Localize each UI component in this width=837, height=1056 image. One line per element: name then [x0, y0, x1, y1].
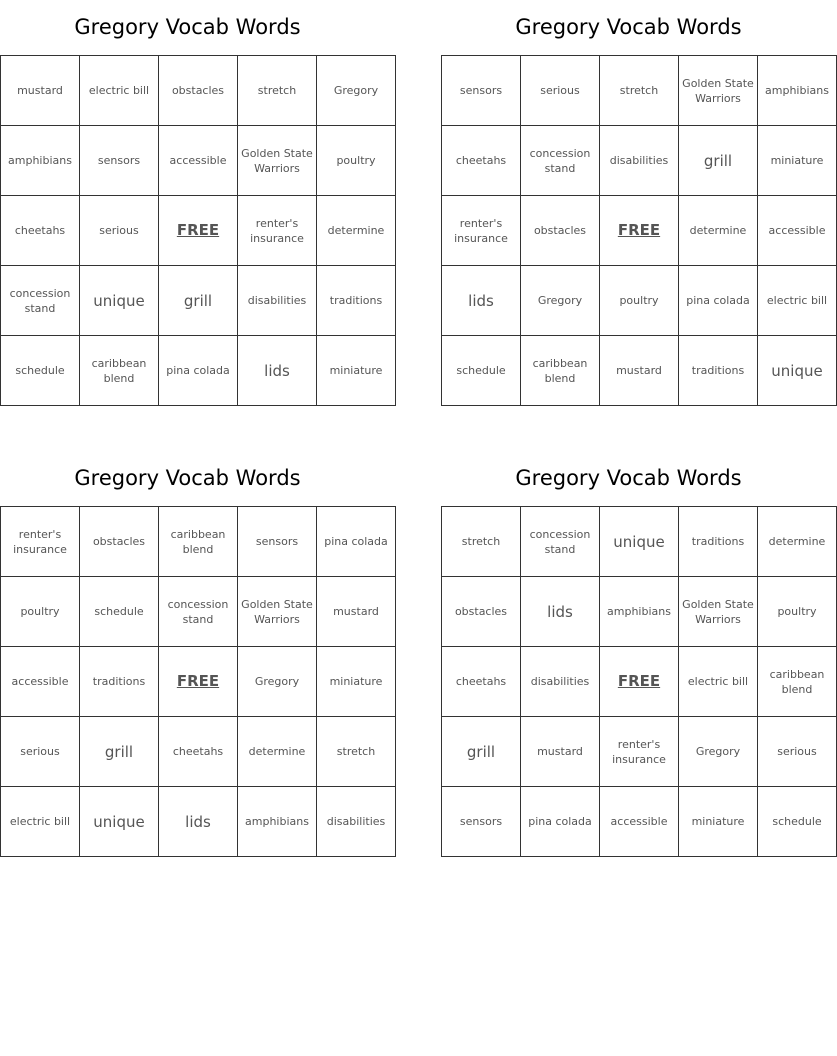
grid-cell: serious: [1, 717, 80, 787]
grid-row: [442, 196, 837, 266]
grid-cell: unique: [80, 787, 159, 857]
grid-cell: miniature: [758, 126, 837, 196]
grid-cell: Golden State Warriors: [679, 577, 758, 647]
grid-cell: concession stand: [1, 266, 80, 336]
grid-cell: electric bill: [1, 787, 80, 857]
grid-cell: Golden State Warriors: [679, 56, 758, 126]
grid-cell: amphibians: [600, 577, 679, 647]
grid-cell: stretch: [317, 717, 396, 787]
grid-row: [1, 717, 396, 787]
grid-cell: renter's insurance: [600, 717, 679, 787]
grid-cell: sensors: [80, 126, 159, 196]
grid-cell: determine: [238, 717, 317, 787]
grid-cell: schedule: [1, 336, 80, 406]
grid-row: [1, 787, 396, 857]
grid-cell: caribbean blend: [758, 647, 837, 717]
grid-cell: caribbean blend: [159, 507, 238, 577]
grid-cell: determine: [317, 196, 396, 266]
grid-cell: caribbean blend: [80, 336, 159, 406]
grid-cell: pina colada: [317, 507, 396, 577]
grid-cell: pina colada: [679, 266, 758, 336]
grid-cell: Golden State Warriors: [238, 126, 317, 196]
grid-cell: disabilities: [238, 266, 317, 336]
grid-cell: traditions: [317, 266, 396, 336]
grid-cell: accessible: [758, 196, 837, 266]
grid-cell: disabilities: [600, 126, 679, 196]
grid-row: [1, 56, 396, 126]
grid-cell: electric bill: [758, 266, 837, 336]
free-space-cell: FREE: [600, 196, 679, 266]
grid-row: [442, 126, 837, 196]
grid-cell: Gregory: [238, 647, 317, 717]
grid-cell: grill: [159, 266, 238, 336]
grid-cell: serious: [521, 56, 600, 126]
grid-row: [442, 787, 837, 857]
grid-cell: electric bill: [679, 647, 758, 717]
grid-row: [442, 507, 837, 577]
grid-cell: accessible: [1, 647, 80, 717]
grid-cell: poultry: [1, 577, 80, 647]
grid-cell: lids: [521, 577, 600, 647]
bingo-card-4: [441, 451, 826, 857]
grid-cell: miniature: [317, 336, 396, 406]
grid-cell: determine: [758, 507, 837, 577]
grid-cell: grill: [679, 126, 758, 196]
grid-row: [1, 336, 396, 406]
grid-row: [1, 507, 396, 577]
grid-row: [442, 56, 837, 126]
bingo-grid: [441, 506, 837, 857]
card-title: Gregory Vocab Words: [74, 15, 301, 39]
grid-cell: Golden State Warriors: [238, 577, 317, 647]
grid-cell: traditions: [679, 507, 758, 577]
grid-cell: mustard: [521, 717, 600, 787]
grid-cell: disabilities: [317, 787, 396, 857]
card-title: Gregory Vocab Words: [74, 466, 301, 490]
grid-cell: miniature: [679, 787, 758, 857]
grid-cell: stretch: [600, 56, 679, 126]
grid-cell: obstacles: [80, 507, 159, 577]
bingo-card-3: [0, 451, 388, 857]
grid-cell: sensors: [238, 507, 317, 577]
grid-cell: mustard: [1, 56, 80, 126]
grid-cell: mustard: [600, 336, 679, 406]
grid-cell: schedule: [442, 336, 521, 406]
bingo-grid: [441, 55, 837, 406]
grid-cell: cheetahs: [442, 126, 521, 196]
grid-cell: pina colada: [159, 336, 238, 406]
grid-row: [442, 717, 837, 787]
card-title: Gregory Vocab Words: [515, 466, 742, 490]
grid-cell: traditions: [679, 336, 758, 406]
grid-cell: grill: [442, 717, 521, 787]
grid-cell: renter's insurance: [1, 507, 80, 577]
grid-cell: poultry: [758, 577, 837, 647]
grid-cell: stretch: [238, 56, 317, 126]
free-space-cell: FREE: [159, 196, 238, 266]
grid-cell: obstacles: [442, 577, 521, 647]
grid-row: [1, 196, 396, 266]
grid-cell: lids: [159, 787, 238, 857]
grid-cell: determine: [679, 196, 758, 266]
free-space-cell: FREE: [600, 647, 679, 717]
grid-cell: caribbean blend: [521, 336, 600, 406]
grid-row: [1, 126, 396, 196]
grid-cell: obstacles: [159, 56, 238, 126]
free-space-cell: FREE: [159, 647, 238, 717]
grid-cell: unique: [80, 266, 159, 336]
grid-cell: accessible: [600, 787, 679, 857]
grid-cell: cheetahs: [1, 196, 80, 266]
grid-cell: stretch: [442, 507, 521, 577]
grid-cell: serious: [80, 196, 159, 266]
grid-row: [1, 266, 396, 336]
grid-cell: Gregory: [679, 717, 758, 787]
grid-cell: schedule: [80, 577, 159, 647]
grid-cell: lids: [442, 266, 521, 336]
grid-cell: concession stand: [521, 507, 600, 577]
grid-cell: unique: [600, 507, 679, 577]
grid-cell: grill: [80, 717, 159, 787]
grid-cell: poultry: [317, 126, 396, 196]
grid-cell: amphibians: [758, 56, 837, 126]
card-title: Gregory Vocab Words: [515, 15, 742, 39]
grid-cell: serious: [758, 717, 837, 787]
grid-row: [442, 647, 837, 717]
grid-cell: mustard: [317, 577, 396, 647]
grid-cell: schedule: [758, 787, 837, 857]
grid-cell: traditions: [80, 647, 159, 717]
grid-row: [442, 266, 837, 336]
grid-cell: Gregory: [521, 266, 600, 336]
grid-cell: lids: [238, 336, 317, 406]
grid-cell: renter's insurance: [238, 196, 317, 266]
grid-cell: cheetahs: [159, 717, 238, 787]
grid-cell: electric bill: [80, 56, 159, 126]
grid-cell: accessible: [159, 126, 238, 196]
grid-cell: miniature: [317, 647, 396, 717]
grid-cell: concession stand: [521, 126, 600, 196]
grid-cell: pina colada: [521, 787, 600, 857]
grid-cell: sensors: [442, 787, 521, 857]
grid-cell: renter's insurance: [442, 196, 521, 266]
grid-cell: sensors: [442, 56, 521, 126]
grid-row: [1, 577, 396, 647]
grid-cell: disabilities: [521, 647, 600, 717]
grid-cell: amphibians: [238, 787, 317, 857]
grid-row: [1, 647, 396, 717]
grid-cell: poultry: [600, 266, 679, 336]
bingo-card-2: [441, 0, 829, 406]
grid-row: [442, 577, 837, 647]
bingo-grid: [0, 506, 396, 857]
grid-cell: concession stand: [159, 577, 238, 647]
grid-cell: unique: [758, 336, 837, 406]
grid-cell: obstacles: [521, 196, 600, 266]
bingo-grid: [0, 55, 396, 406]
grid-row: [442, 336, 837, 406]
grid-cell: amphibians: [1, 126, 80, 196]
bingo-card-1: [0, 0, 385, 406]
grid-cell: Gregory: [317, 56, 396, 126]
grid-cell: cheetahs: [442, 647, 521, 717]
